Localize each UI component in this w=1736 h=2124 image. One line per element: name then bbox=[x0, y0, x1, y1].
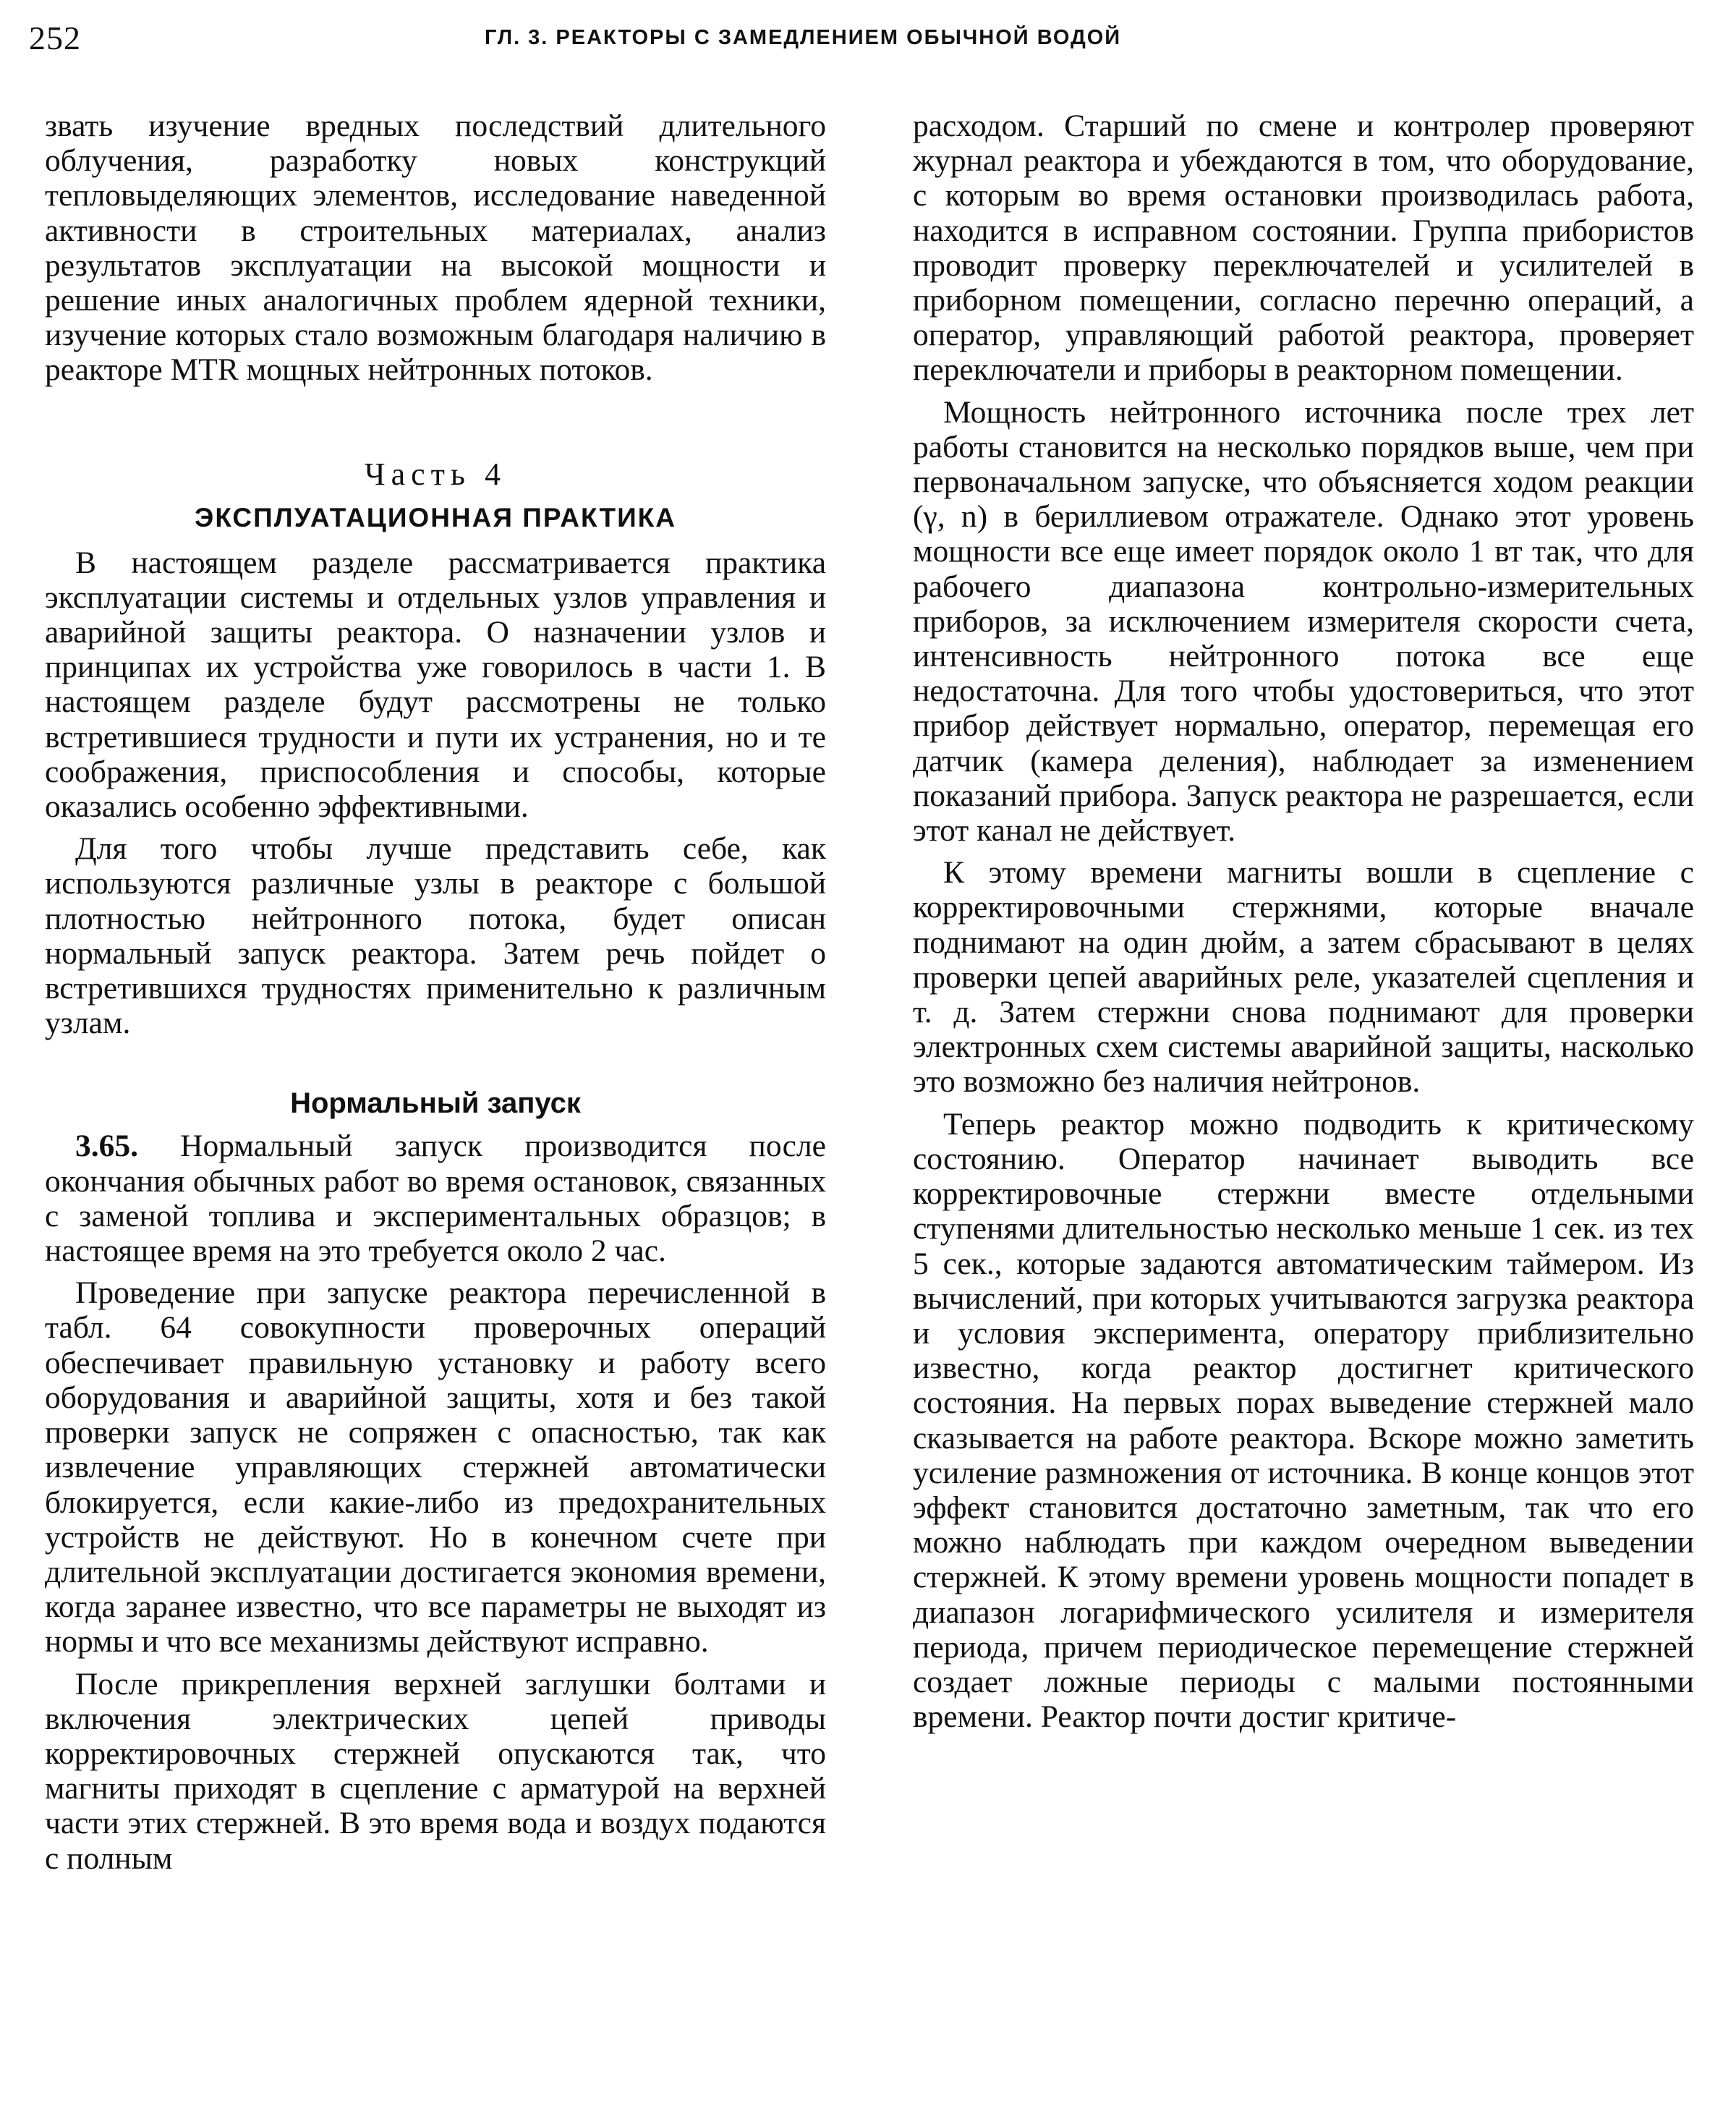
part-title: Часть 4 bbox=[365, 456, 506, 492]
right-column bbox=[913, 109, 1694, 1734]
page-number: 252 bbox=[29, 20, 81, 56]
paragraph: После прикрепления верхней заглушки болтами и включения электрических цепей приводы корректировочных стержней опускаются так, что магниты приходят в сцепление с арматурой на верхней части этих стержней. В это время вода и воздух подаются с полным bbox=[45, 1666, 826, 1876]
numbered-paragraph bbox=[45, 1129, 826, 1268]
paragraph: Для того чтобы лучше представить себе, как используются различные узлы в реакторе с большой плотностью нейтронного потока, будет описан нормальный запуск реактора. Затем речь пойдет о встретившихся трудностях применительно к различным узлам. bbox=[45, 831, 826, 1041]
paragraph-text: Нормальный запуск производится после окончания обычных работ во время остановок, связанных с заменой топлива и экспериментальных образцов; в настоящее время на это требуется около 2 час. bbox=[45, 1129, 826, 1269]
paragraph-number: 3.65. bbox=[75, 1129, 138, 1164]
part-subtitle: ЭКСПЛУАТАЦИОННАЯ ПРАКТИКА bbox=[195, 502, 676, 532]
paragraph: расходом. Старший по смене и контролер проверяют журнал реактора и убеждаются в том, что оборудование, с которым во время остановки производилась работа, находится в исправном состоянии. Группа прибористов проводит проверку переключателей и усилителей в приборном помещении, согласно перечню операций, а оператор, управляющий работой реактора, проверяет переключатели и приборы в реакторном помещении. bbox=[913, 109, 1694, 388]
paragraph: звать изучение вредных последствий длительного облучения, разработку новых конструкций тепловыделяющих элементов, исследование наведенной активности в строительных материалах, анализ результатов эксплуатации на высокой мощности и решение иных аналогичных проблем ядерной техники, изучение которых стало возможным благодаря наличию в реакторе MTR мощных нейтронных потоков. bbox=[45, 109, 826, 388]
paragraph: Теперь реактор можно подводить к критическому состоянию. Оператор начинает выводить все корректировочные стержни вместе отдельными ступенями длительностью несколько меньше 1 сек. из тех 5 сек., которые задаются автоматическим таймером. Из вычислений, при которых учитываются загрузка реактора и условия эксперимента, оператору приблизительно известно, когда реактор достигнет критического состояния. На первых порах выведение стержней мало сказывается на работе реактора. Вскоре можно заметить усиление размножения от источника. В конце концов этот эффект становится достаточно заметным, так что его можно наблюдать при каждом очередном выведении стержней. К этому времени уровень мощности попадет в диапазон логарифмического усилителя и измерителя периода, причем периодическое перемещение стержней создает ложные периоды с малыми постоянными времени. Реактор почти достиг критиче- bbox=[913, 1106, 1694, 1735]
running-title: ГЛ. 3. РЕАКТОРЫ С ЗАМЕДЛЕНИЕМ ОБЫЧНОЙ ВОДОЙ bbox=[485, 26, 1122, 49]
section-title: Нормальный запуск bbox=[290, 1087, 581, 1120]
paragraph: В настоящем разделе рассматривается практика эксплуатации системы и отдельных узлов управления и аварийной защиты реактора. О назначении узлов и принципах их устройства уже говорилось в части 1. В настоящем разделе будут рассмотрены не только встретившиеся трудности и пути их устранения, но и те соображения, приспособления и способы, которые оказались особенно эффективными. bbox=[45, 545, 826, 825]
paragraph: К этому времени магниты вошли в сцепление с корректировочными стержнями, которые вначале поднимают на один дюйм, а затем сбрасывают в целях проверки цепей аварийных реле, указателей сцепления и т. д. Затем стержни снова поднимают для проверки электронных схем системы аварийной защиты, насколько это возможно без наличия нейтронов. bbox=[913, 855, 1694, 1100]
page-header bbox=[29, 19, 1707, 69]
paragraph: Мощность нейтронного источника после трех лет работы становится на несколько порядков выше, чем при первоначальном запуске, что объясняется ходом реакции (γ, n) в бериллиевом отражателе. Однако этот уровень мощности все еще имеет порядок около 1 вт так, что для рабочего диапазона контрольно-измерительных приборов, за исключением измерителя скорости счета, интенсивность нейтронного потока все еще недостаточна. Для того чтобы удостовериться, что этот прибор действует нормально, оператор, перемещая его датчик (камера деления), наблюдает за изменением показаний прибора. Запуск реактора не разрешается, если этот канал не действует. bbox=[913, 394, 1694, 849]
left-column bbox=[45, 109, 826, 1876]
paragraph: Проведение при запуске реактора перечисленной в табл. 64 совокупности проверочных операций обеспечивает правильную установку и работу всего оборудования и аварийной защиты, хотя и без такой проверки запуск не сопряжен с опасностью, так как извлечение управляющих стержней автоматически блокируется, если какие-либо из предохранительных устройств не действуют. Но в конечном счете при длительной эксплуатации достигается экономия времени, когда заранее известно, что все параметры не выходят из нормы и что все механизмы действуют исправно. bbox=[45, 1275, 826, 1660]
